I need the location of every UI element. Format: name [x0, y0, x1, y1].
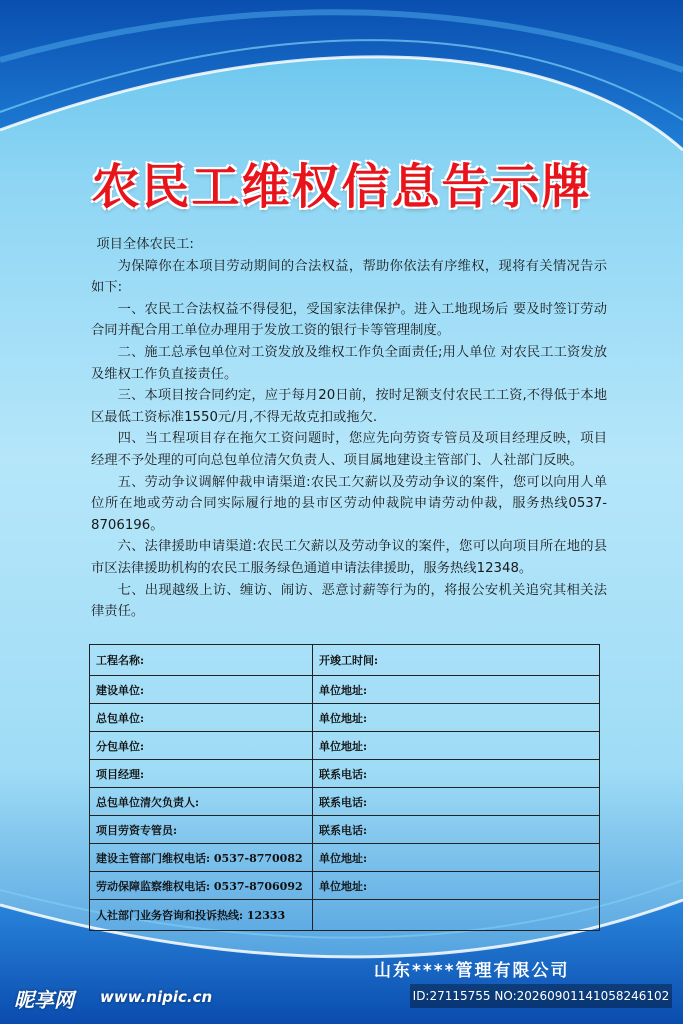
project-info-table	[89, 644, 600, 931]
table-row	[90, 704, 600, 732]
table-row	[90, 844, 600, 872]
table-cell: 单位地址:	[313, 732, 600, 760]
table-cell: 单位地址:	[313, 872, 600, 900]
table-cell: 项目劳资专管员:	[90, 816, 313, 844]
table-row	[90, 816, 600, 844]
table-cell-empty	[313, 900, 600, 931]
notice-paragraph: 四、当工程项目存在拖欠工资问题时，您应先向劳资专管员及项目经理反映，项目经理不予处理的可向总包单位清欠负责人、项目属地建设主管部门、人社部门反映。	[91, 431, 607, 468]
table-cell: 单位地址:	[313, 704, 600, 732]
table-cell: 联系电话:	[313, 760, 600, 788]
table-cell: 总包单位:	[90, 704, 313, 732]
notice-paragraph: 二、施工总承包单位对工资发放及维权工作负全面责任;用人单位 对农民工工资发放及维权工作负直接责任。	[91, 344, 607, 382]
table-cell: 开竣工时间:	[313, 645, 600, 676]
notice-body	[91, 234, 607, 623]
notice-paragraph: 七、出现越级上访、缠访、闹访、恶意讨薪等行为的，将报公安机关追究其相关法律责任。	[91, 582, 607, 620]
table-row	[90, 732, 600, 760]
notice-paragraph: 一、农民工合法权益不得侵犯，受国家法律保护。进入工地现场后 要及时签订劳动合同并配合用工单位办理用于发放工资的银行卡等管理制度。	[91, 301, 607, 339]
table-cell: 分包单位:	[90, 732, 313, 760]
table-cell: 建设单位:	[90, 676, 313, 704]
table-row	[90, 900, 600, 931]
notice-paragraph: 六、法律援助申请渠道:农民工欠薪以及劳动争议的案件，您可以向项目所在地的县市区法律援助机构的农民工服务绿色通道申请法律援助，服务热线12348。	[91, 539, 607, 576]
page-title: 农民工维权信息告示牌	[91, 159, 592, 215]
table-row	[90, 872, 600, 900]
notice-paragraph: 五、劳动争议调解仲裁申请渠道:农民工欠薪以及劳动争议的案件，您可以向用人单位所在地或劳动合同实际履行地的县市区劳动仲裁院申请劳动仲裁，服务热线0537-8706196。	[91, 474, 607, 533]
table-cell: 工程名称:	[90, 645, 313, 676]
table-row	[90, 788, 600, 816]
company-name: 山东****管理有限公司	[374, 961, 570, 981]
table-cell: 总包单位清欠负责人:	[90, 788, 313, 816]
watermark-logo: 昵享网	[14, 988, 74, 1012]
table-cell: 人社部门业务咨询和投诉热线: 12333	[90, 900, 313, 931]
watermark-url: www.nipic.cn	[100, 988, 213, 1006]
watermark-id: ID:27115755 NO:20260901141058246102	[410, 984, 672, 1008]
table-row	[90, 645, 600, 676]
table-cell: 劳动保障监察维权电话: 0537-8706092	[90, 872, 313, 900]
greeting: 项目全体农民工:	[96, 237, 194, 252]
table-cell: 单位地址:	[313, 676, 600, 704]
table-cell: 联系电话:	[313, 816, 600, 844]
table-row	[90, 760, 600, 788]
table-row	[90, 676, 600, 704]
table-cell: 联系电话:	[313, 788, 600, 816]
notice-paragraph: 为保障你在本项目劳动期间的合法权益，帮助你依法有序维权，现将有关情况告示如下:	[91, 258, 607, 296]
table-cell: 单位地址:	[313, 844, 600, 872]
table-cell: 项目经理:	[90, 760, 313, 788]
notice-paragraph: 三、本项目按合同约定，应于每月20日前，按时足额支付农民工工资,不得低于本地区最低工资标准1550元/月,不得无故克扣或拖欠.	[91, 388, 607, 425]
table-cell: 建设主管部门维权电话: 0537-8770082	[90, 844, 313, 872]
